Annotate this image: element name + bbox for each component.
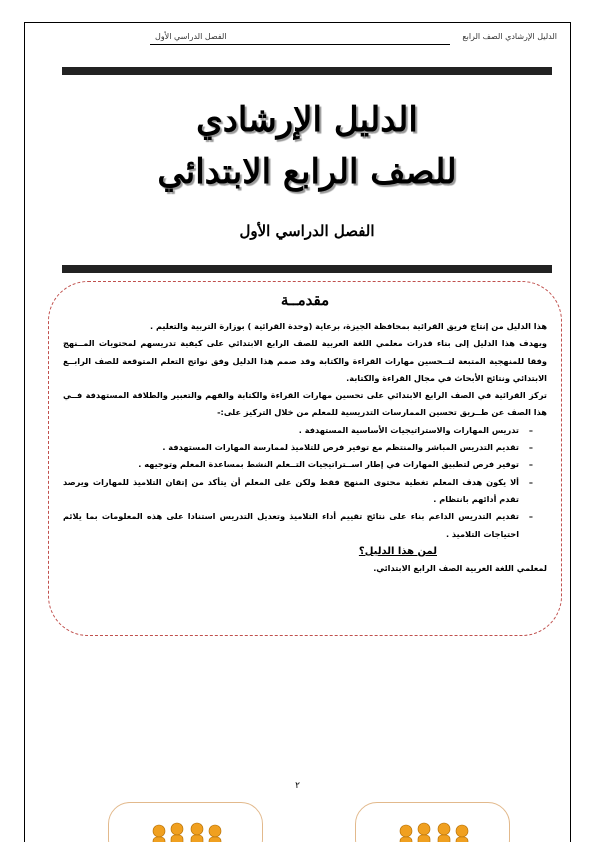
audience-heading: لمن هذا الدليل؟ bbox=[358, 545, 437, 557]
bottom-card-right bbox=[355, 802, 510, 842]
semester-title: الفصل الدراسي الأول bbox=[239, 222, 375, 240]
introduction-heading: مقدمــة bbox=[280, 291, 330, 309]
introduction-body bbox=[63, 318, 547, 577]
people-group-icon bbox=[394, 821, 474, 842]
running-header-left: الفصل الدراسي الأول bbox=[155, 32, 227, 41]
list-item: – تقديم التدريس المباشر والمنتظم مع توفير فرص للتلاميذ لممارسة المهارات المستهدفة . bbox=[63, 439, 519, 456]
people-group-icon bbox=[147, 821, 227, 842]
running-header bbox=[30, 28, 565, 44]
header-underline bbox=[150, 44, 450, 45]
bullet-dash: – bbox=[528, 459, 533, 470]
list-item: – تقديم التدريس الداعم بناء على نتائج تقييم أداء التلاميذ وتعديل التدريس استنادا على هذه المعلومات بما يلائم احتياجات التلاميذ . bbox=[63, 508, 519, 543]
intro-paragraph-3: تركز القرائية في الصف الرابع الابتدائي على تحسين مهارات القراءة والكتابة والفهم والتعبير والطلاقة المستهدفة فــي هذا الصف عن طــريق تحسين الممارسات التدريسية للمعلم من خلال التركيز على:- bbox=[63, 390, 547, 418]
page-number: ٢ bbox=[295, 781, 300, 791]
bullet-dash: – bbox=[528, 476, 533, 487]
audience-text: لمعلمي اللغة العربية الصف الرابع الابتدائي. bbox=[373, 563, 547, 574]
main-title-line2: للصف الرابع الابتدائي bbox=[157, 152, 457, 192]
main-title-line1: الدليل الإرشادي bbox=[196, 100, 418, 140]
bullet-dash: – bbox=[528, 442, 533, 453]
title-top-bar bbox=[62, 67, 552, 75]
running-header-right: الدليل الإرشادي الصف الرابع bbox=[462, 32, 557, 41]
intro-paragraph-1: هذا الدليل من إنتاج فريق القرائية بمحافظة الجيزة، برعاية (وحدة القرائية ) بوزارة التربية والتعليم . bbox=[150, 321, 547, 331]
main-title-line2-wrap bbox=[62, 150, 552, 196]
bottom-card-left bbox=[108, 802, 263, 842]
list-item: – توفير فرص لتطبيق المهارات في إطار اســتراتيجيات التــعلم النشط بمساعدة المعلم وتوجيهه . bbox=[63, 456, 519, 473]
bullet-dash: – bbox=[528, 511, 533, 522]
main-title-line1-wrap bbox=[62, 98, 552, 144]
list-item: – ألا يكون هدف المعلم تغطية محتوى المنهج فقط ولكن على المعلم أن يتأكد من إتقان التلاميذ للمهارات ويرصد تقدم أدائهم بانتظام . bbox=[63, 474, 519, 509]
introduction-box bbox=[48, 281, 562, 636]
list-item: – تدريس المهارات والاستراتيجيات الأساسية المستهدفة . bbox=[63, 422, 519, 439]
intro-paragraph-2: ويهدف هذا الدليل إلى بناء قدرات معلمي اللغة العربية للصف الرابع الابتدائي على كيفية تدريسهم لمحتويات المــنهج وفقا للمنهجية المتبعة لتــحسين مهارات القراءة والكتابة وقد صمم هذا الدليل وفق نواتج التعلم المتوقعة للصف الرابــع الابتدائي ونتائج الأبحاث في مجال القراءة والكتابة. bbox=[63, 338, 547, 383]
focus-list bbox=[63, 422, 547, 543]
title-bottom-bar bbox=[62, 265, 552, 273]
bullet-dash: – bbox=[528, 424, 533, 435]
